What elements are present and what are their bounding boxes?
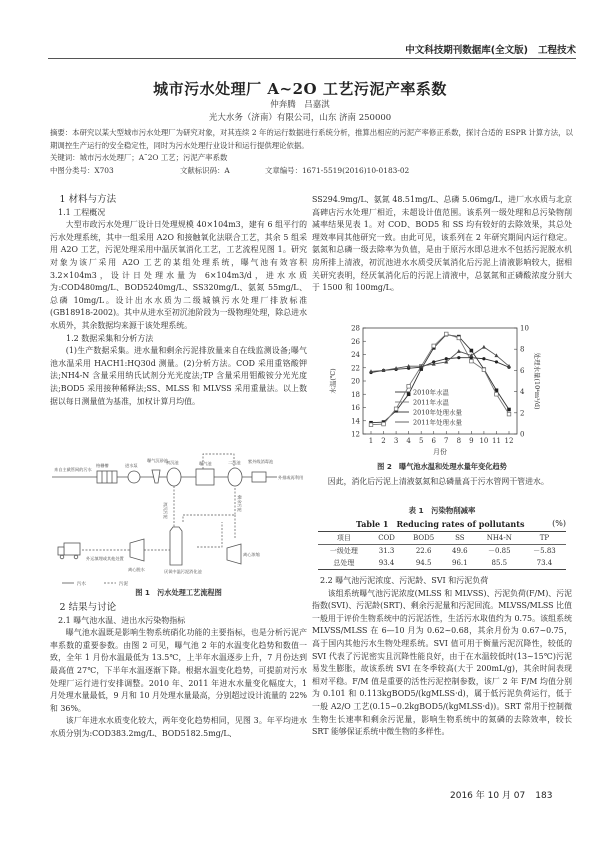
section-1-1-text: 大型市政污水处理厂设计日处理规模 40×104m3，建有 6 组平行的污水处理系统，其中一组采用 A2O 和接触氧化法联合工艺，其余 5 组采用 A2O 工艺，污泥处理采用中温厌氧消化工艺，工艺流程见图 1。研究对象为该厂采用 A2O 工艺的某组处理系统，曝气池有效容积 3.2×104m3，设计日处理水量为 6×104m3/d，进水水质为:COD480mg/L、BOD5240mg/L、SS320mg/L、氨氮 55mg/L、总磷 10mg/L。设计出水水质为二级城镇污水处理厂排放标准(GB18918-2002)。其中从进水至初沉池阶段为一级物理处理，除总进水水质外，其余数据均来源于该处理系统。: [50, 220, 307, 330]
node-primary: 初沉池: [166, 460, 179, 465]
svg-text:1: 1: [368, 437, 374, 445]
table-header: 项目: [336, 534, 351, 542]
abstract-block: [50, 127, 576, 177]
node-uv: 紫外线消毒池: [248, 459, 274, 464]
section-2-2-heading: 2.2 曝气池污泥浓度、污泥龄、SVI 和污泥负荷: [320, 576, 489, 585]
svg-text:2010年水温: 2010年水温: [413, 388, 450, 397]
table-row: [318, 557, 566, 570]
svg-text:28: 28: [351, 324, 360, 333]
figure-1-caption: 图 1 污水处理工艺流程图: [135, 588, 222, 597]
table-cell: 49.6: [452, 547, 468, 555]
table-header: COD: [378, 534, 395, 542]
article-affiliation: 光大水务（济南）有限公司，山东 济南 250000: [208, 113, 392, 123]
section-1-2-text: (1)生产数据采集。进水量和剩余污泥排放量来自在线监测设备;曝气池水温采用 HACH1:HQ30d 测量。(2)分析方法。COD 采用重铬酸钾法;NH4-N 含量采用纳氏试剂分光光度法;TP 含量采用钼酸铵分光光度法;BOD5 采用接种稀释法;SS、MLSS 和 MLVSS 采用重量法。以上数据以每日测量值为基准，加权计算月均值。: [50, 346, 307, 406]
svg-text:20: 20: [351, 377, 360, 386]
node-outflow: 外排或再利用: [278, 475, 304, 480]
svg-text:月份: 月份: [433, 448, 447, 456]
left-column-lower: [50, 602, 307, 741]
table-header: TP: [539, 534, 550, 542]
svg-text:4: 4: [406, 437, 411, 445]
node-pump: 进水泵: [125, 463, 138, 468]
svg-text:2010年处理水量: 2010年处理水量: [413, 408, 463, 417]
section-2-1-heading: 2.1 曝气池水温、进出水污染物指标: [58, 615, 186, 625]
table-1-caption-cn: 表 1 污染物削减率: [408, 506, 476, 515]
table-cell: 94.5: [415, 559, 432, 567]
table-1-caption-en: Table 1 Reducing rates of pollutants: [356, 519, 525, 529]
node-thickener: 离心浓缩: [243, 552, 260, 557]
table-cell: 一级处理: [329, 547, 358, 555]
svg-text:0: 0: [520, 430, 525, 439]
table-cell: 85.5: [491, 559, 508, 567]
classification-line: [50, 165, 576, 178]
svg-text:24: 24: [351, 351, 360, 359]
table-cell: 96.1: [452, 559, 468, 567]
table-cell: －5.83: [533, 547, 556, 555]
svg-text:处理水量(10⁴m³/d): 处理水量(10⁴m³/d): [533, 352, 541, 410]
right-column-mid: [312, 476, 572, 489]
page-number: 183: [535, 791, 553, 801]
right-column-lower: [312, 575, 572, 739]
article-number: 文章编号：1671-5519(2016)10-0183-02: [265, 165, 410, 175]
section-2-1-text: 曝气池水温既是影响生物系统硝化功能的主要指标，也是分析污泥产率系数的重要参数。由图 2 可见，曝气池 2 年的水温变化趋势和数值一致，全年 1 月份水温最低为 13.5℃，上半年水温逐步上升，7 月份达到最高值 27℃，下半年水温逐渐下降。根据水温变化趋势，可提前对污水处理厂运行进行安排调整。2010 年、2011 年进水水量变化幅度大，1 月处理水量最低，9 月和 10 月处理水量最高，分别超过设计流量的 22%和 36%。: [50, 628, 307, 713]
svg-text:3: 3: [393, 437, 399, 445]
table-1-unit: (%): [552, 519, 566, 528]
table-cell: 93.4: [378, 559, 395, 567]
left-column: [50, 194, 307, 408]
svg-text:6: 6: [520, 366, 525, 375]
svg-text:9: 9: [469, 437, 474, 445]
table-cell: 31.3: [378, 547, 395, 555]
node-secondary: 二沉池: [228, 460, 241, 465]
journal-header: [48, 42, 576, 59]
svg-text:4: 4: [520, 388, 525, 397]
figure-2-caption: 图 2 曝气池水温和处理水量年变化趋势: [377, 462, 507, 471]
table-cell: －0.85: [488, 547, 511, 555]
node-excess-sludge: 剩余污泥: [237, 495, 242, 512]
footer-date: 2016 年 10 月 07: [450, 791, 526, 801]
svg-text:2: 2: [381, 437, 386, 445]
section-1-1-heading: 1.1 工程概况: [58, 207, 106, 217]
svg-text:2011年水温: 2011年水温: [413, 398, 450, 407]
svg-text:12: 12: [504, 437, 514, 445]
svg-text:14: 14: [351, 417, 360, 426]
section-2-1-text-2: 该厂年进水水质变化较大，两年变化趋势相同，见图 3。年平均进水水质分别为:COD383.2mg/L、BOD5182.5mg/L、: [50, 716, 307, 738]
table-cell: 总处理: [333, 559, 355, 567]
node-digester: 厌氧中温污泥消化池: [164, 569, 202, 574]
figure-1-flow-diagram: [52, 447, 307, 587]
svg-text:10: 10: [479, 437, 489, 445]
svg-text:8: 8: [520, 345, 525, 354]
table-header: NH4-N: [486, 534, 512, 542]
table-1: [318, 531, 566, 570]
table-1-caption-en-row: [318, 519, 566, 530]
svg-text:16: 16: [351, 404, 360, 412]
svg-text:2011年处理水量: 2011年处理水量: [413, 418, 463, 427]
node-screen: 格栅槽: [96, 463, 109, 468]
node-grit: 曝气沉砂池: [147, 458, 168, 463]
node-dewater: 离心脱水: [128, 567, 145, 572]
svg-text:12: 12: [351, 430, 360, 439]
article-authors: 仲奔腾 吕嘉淇: [270, 100, 330, 110]
svg-text:22: 22: [351, 364, 360, 373]
keywords: 关键词：城市污水处理厂；A˜2O 工艺；污泥产率系数: [50, 153, 228, 162]
right-text-top: SS294.9mg/L、氨氮 48.51mg/L、总磷 5.06mg/L，进厂水水质与北京高碑店污水处理厂相近，未超设计值范围。该系列一级处理和总污染物削减率结果见表 1。对 COD、BOD5 和 SS 均有较好的去除效果，其总处理效率同其他研究一致。由此可见，该系列在 2 年研究期间内运行稳定。氨氮和总磷一级去除率为负值，是由于原污水即总进水不包括污泥脱水机房所排上清液，初沉池进水水质受厌氧消化后污泥上清液影响较大，据相关研究表明，经厌氧消化后的污泥上清液中，总氨氮和正磷酸浓度分别大于 1500 和 100mg/L。: [312, 195, 572, 293]
section-1-2-heading: 1.2 数据采集和分析方法: [66, 333, 154, 343]
table-row: [318, 545, 566, 558]
classification-code: 中图分类号：X703: [50, 165, 114, 175]
svg-text:8: 8: [456, 437, 462, 445]
legend-sewage: 污水: [77, 582, 86, 587]
node-primary-sludge: 初沉污泥: [163, 502, 168, 519]
svg-text:26: 26: [351, 337, 360, 346]
section-2-heading: 2 结果与讨论: [59, 602, 117, 613]
svg-text:2: 2: [520, 409, 525, 418]
right-text-mid: 因此，消化后污泥上清液氨氮和总磷量高于污水管网干管进水。: [327, 477, 549, 486]
svg-text:水温(℃): 水温(℃): [329, 368, 337, 394]
journal-section: 工程技术: [537, 45, 576, 56]
svg-text:18: 18: [351, 390, 360, 399]
svg-text:6: 6: [431, 437, 436, 445]
figure-2-chart: [325, 322, 555, 457]
svg-text:10: 10: [520, 324, 529, 333]
article-title: 城市污水处理厂 A~2O 工艺污泥产率系数: [153, 80, 447, 98]
right-column-top: [312, 194, 572, 295]
node-aeration: 曝气池: [199, 461, 212, 466]
page-footer: [440, 788, 552, 801]
legend-sludge: 污泥: [119, 582, 128, 587]
svg-text:11: 11: [491, 437, 501, 445]
table-header: BOD5: [413, 534, 435, 542]
svg-text:7: 7: [444, 437, 449, 445]
node-disposal: 外运填埋或其他处置: [86, 556, 124, 561]
abstract-text: 摘要：本研究以某大型城市污水处理厂为研究对象，对其连续 2 年的运行数据进行系统分析，推算出相应的污泥产率修正系数，探讨合适的 ESPR 计算方法，以期调控生产运行的安全稳定性，同时为污水处理行业设计和运行提供理论依据。: [50, 128, 573, 150]
journal-name: 中文科技期刊数据库(全文版): [405, 45, 528, 56]
table-header: SS: [455, 534, 465, 542]
section-2-2-text: 该组系统曝气池污泥浓度(MLSS 和 MLVSS)、污泥负荷(F/M)、污泥指数(SVI)、污泥龄(SRT)、剩余污泥量和污泥回流。MLVSS/MLSS 比值一般用于评价生物系统中的污泥活性，生活污水取值约为 0.75。该组系统 MLVSS/MLSS 在 6—10 月为 0.62~0.68，其余月份为 0.67~0.75，高于国内其他污水生物处理系统。SVI 值可用于衡量污泥沉降性，较低的 SVI 代表了污泥密实且沉降性能良好，由于在水温较低时(13~15℃)污泥易发生膨胀，故该系统 SVI 在冬季较高(大于 200mL/g)，其余时间表现相对平稳。F/M 值是重要的活性污泥控制参数，该厂 2 年 F/M 均值分别为 0.101 和 0.113kgBOD5/(kgMLSS·d)，属于低污泥负荷运行，低于一般 A2/O 工艺(0.15~0.2kgBOD5/(kgMLSS·d))。SRT 常用于控制微生物生长速率和剩余污泥量，影响生物系统中的氮磷的去除效率，较长 SRT 能够保证系统中微生物的多样性。: [312, 588, 572, 737]
node-source: 来自主截管网的污水: [54, 467, 92, 472]
table-header-row: [318, 532, 566, 545]
section-1-heading: 1 材料与方法: [59, 194, 117, 205]
table-cell: 73.4: [536, 559, 553, 567]
document-code: 文献标识码：A: [180, 165, 230, 175]
svg-text:5: 5: [418, 437, 424, 445]
table-cell: 22.6: [415, 547, 432, 555]
